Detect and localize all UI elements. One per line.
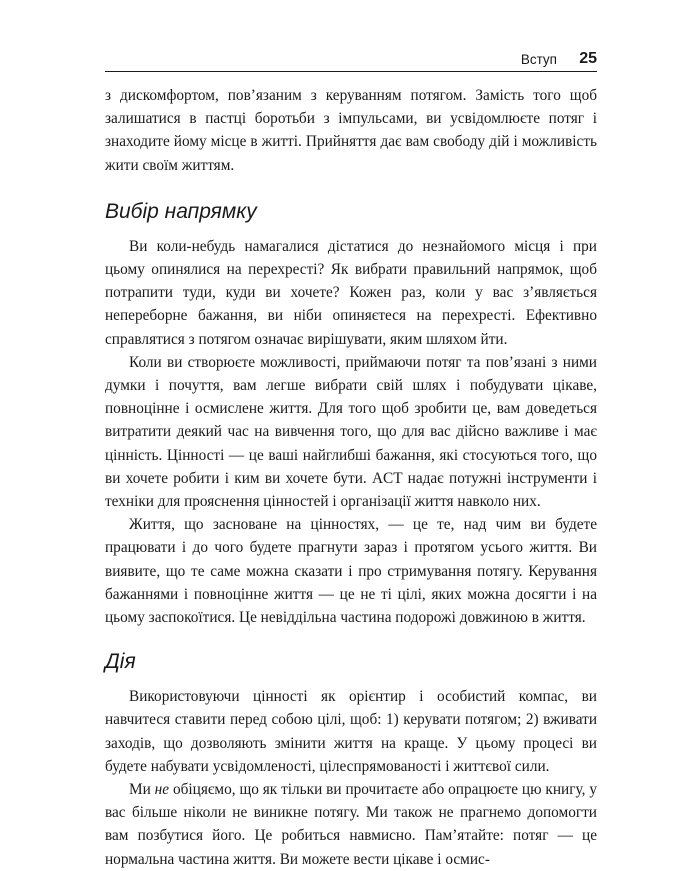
paragraph-text: Ми <box>129 781 155 799</box>
header-rule <box>105 71 597 72</box>
page-number: 25 <box>579 50 597 67</box>
section-heading-direction: Вибір напрямку <box>105 199 257 223</box>
intro-paragraph: з дискомфортом, пов’язаним з керуванням потягом. Замість того щоб залишатися в пастці боротьби з імпульсами, ви усвідомлюєте потяг і знаходите йому місце в житті. Прийняття дає вам свободу дій і можливість жити своїм життям. <box>105 87 597 174</box>
paragraph: Використовуючи цінності як орієнтир і особистий компас, ви навчитеся ставити перед собою цілі, щоб: 1) керувати потягом; 2) вживати заходів, що дозволяють змінити життя на краще. У цьому процесі ви будете набувати усвідомленості, цілеспрямованості і життєвої сили. <box>105 688 597 775</box>
running-header <box>105 50 597 72</box>
paragraph <box>105 778 597 871</box>
page-body <box>105 84 597 871</box>
emphasis-text: не <box>154 781 170 799</box>
paragraph: Коли ви створюєте можливості, приймаючи потяг та пов’язані з ними думки і почуття, вам легше вибрати свій шлях і побудувати цікаве, повноцінне і осмислене життя. Для того щоб зробити це, вам доведеться витратити деякий час на вивчення того, що для вас дійсно важливе і має цінність. Цінності — це ваші найглибші бажання, які стосуються того, що ви хочете робити і ким ви хочете бути. ACT надає потужні інструменти і техніки для прояснення цінностей і організації життя навколо них. <box>105 353 597 511</box>
paragraph: Ви коли-небудь намагалися дістатися до незнайомого місця і при цьому опинялися на перехресті? Як вибрати правильний напрямок, щоб потрапити туди, куди ви хочете? Кожен раз, коли у вас з’являється непереборне бажання, ви ніби опиняєтеся на перехресті. Ефективно справлятися з потягом означає вирішувати, яким шляхом йти. <box>105 237 597 348</box>
section-heading-action: Дія <box>105 650 136 674</box>
paragraph: Життя, що засноване на цінностях, — це те, над чим ви будете працювати і до чого будете прагнути зараз і протягом усього життя. Ви виявите, що те саме можна сказати і про стримування потягу. Керування бажаннями і повноцінне життя — це не ті цілі, яких можна досягти і на цьому заспокоїтися. Це невіддільна частина подорожі довжиною в життя. <box>105 516 597 627</box>
running-header-section: Вступ <box>520 52 557 67</box>
paragraph-text: обіцяємо, що як тільки ви прочитаєте або опрацюєте цю книгу, у вас більше ніколи не виникне потягу. Ми також не прагнемо допомогти вам позбутися його. Це робиться навмисно. Пам’ятайте: потяг — це нормальна частина життя. Ви можете вести цікаве і осмис- <box>105 781 597 868</box>
